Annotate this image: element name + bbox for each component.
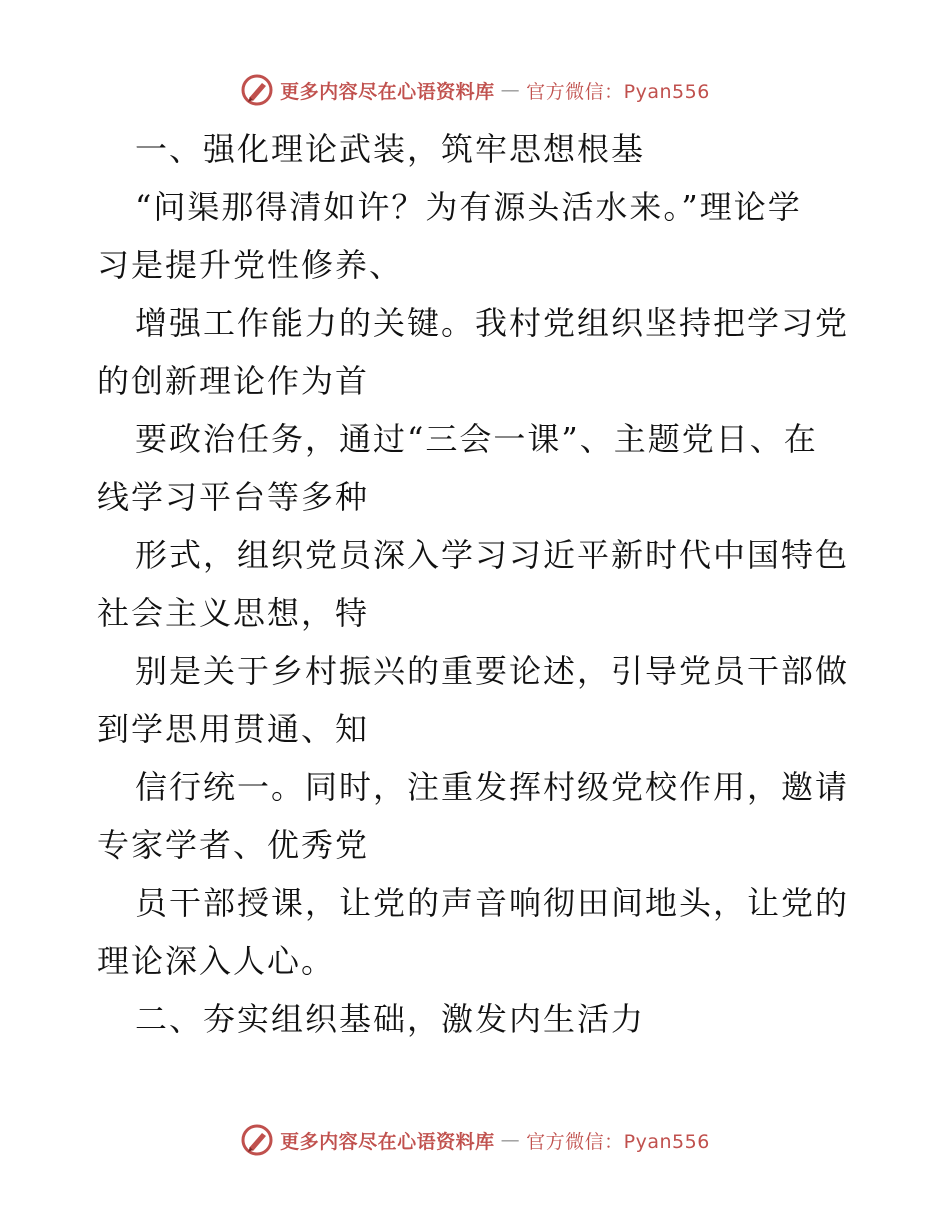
pen-circle-logo-icon (240, 73, 274, 107)
watermark-main-text: 更多内容尽在心语资料库 (280, 1130, 495, 1153)
section-heading-1: 一、强化理论武装，筑牢思想根基 (135, 130, 646, 168)
paragraph-line: 要政治任务，通过“三会一课”、主题党日、在 (135, 420, 818, 458)
paragraph-line: “问渠那得清如许？为有源头活水来。”理论学 (135, 188, 802, 226)
paragraph-line: 社会主义思想，特 (97, 594, 370, 632)
watermark-wechat-text: 官方微信：Pyan556 (526, 80, 710, 103)
watermark-separator: — (500, 1129, 521, 1151)
paragraph-line: 专家学者、优秀党 (97, 826, 370, 864)
paragraph-line: 形式，组织党员深入学习习近平新时代中国特色 (135, 536, 850, 574)
watermark-wechat-text: 官方微信：Pyan556 (526, 1130, 710, 1153)
section-heading-2: 二、夯实组织基础，激发内生活力 (135, 1000, 646, 1038)
paragraph-line: 习是提升党性修养、 (97, 246, 404, 284)
watermark-main-text: 更多内容尽在心语资料库 (280, 80, 495, 103)
paragraph-line: 理论深入人心。 (97, 942, 336, 980)
pen-circle-logo-icon (240, 1123, 274, 1157)
watermark-footer (0, 1120, 950, 1160)
paragraph-line: 信行统一。同时，注重发挥村级党校作用，邀请 (135, 768, 850, 806)
watermark-separator: — (500, 79, 521, 101)
paragraph-line: 到学思用贯通、知 (97, 710, 370, 748)
watermark-header (0, 70, 950, 110)
paragraph-line: 的创新理论作为首 (97, 362, 370, 400)
paragraph-line: 线学习平台等多种 (97, 478, 370, 516)
paragraph-line: 增强工作能力的关键。我村党组织坚持把学习党 (135, 304, 850, 342)
paragraph-line: 别是关于乡村振兴的重要论述，引导党员干部做 (135, 652, 850, 690)
document-body (97, 120, 857, 1048)
paragraph-line: 员干部授课，让党的声音响彻田间地头，让党的 (135, 884, 850, 922)
